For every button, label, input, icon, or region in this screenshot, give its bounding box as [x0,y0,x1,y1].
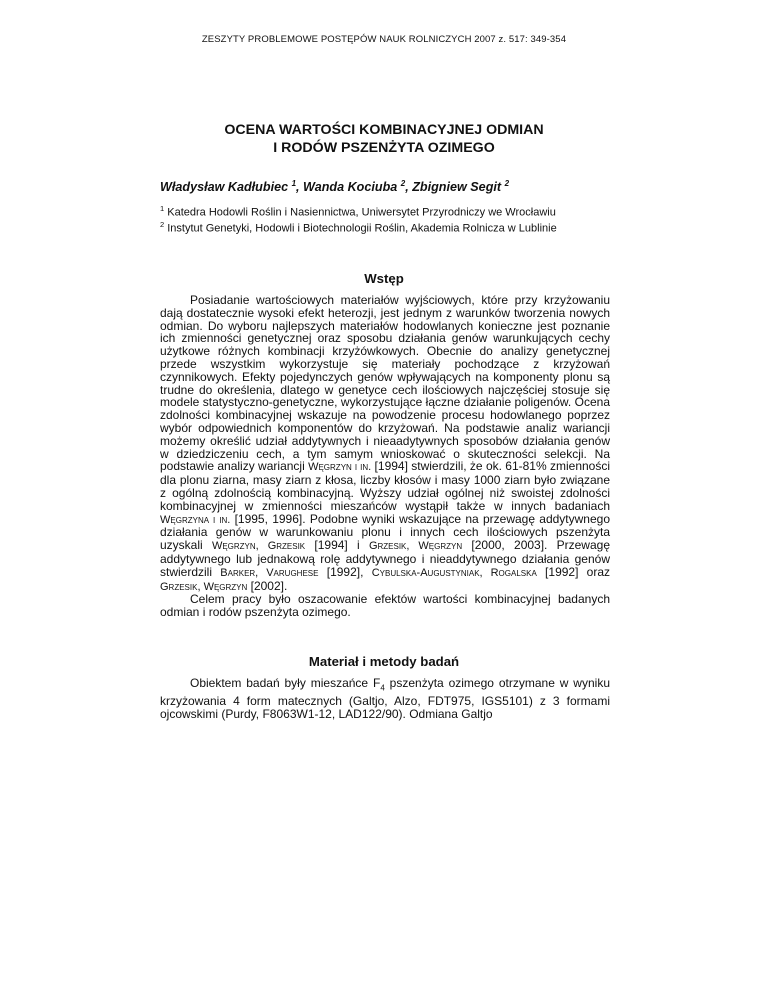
author-affiliation-mark: 1 [291,179,297,188]
citation: Węgrzyn i in. [308,461,372,474]
section-heading-intro: Wstęp [364,271,404,286]
intro-paragraph-1: Posiadanie wartościowych materiałów wyjściowych, które przy krzyżowaniu dają dostatecznie wysoki efekt heterozji, jest jednym z warunków tworzenia nowych odmian. Do wyboru najlepszych materiałów hodowlanych konieczne jest poznanie ich zmienności genetycznej oraz sposobu działania genów warunkujących cechy użytkowe różnych kombinacji krzyżówkowych. Obecnie do analizy genetycznej przede wszystkim wykorzystuje się materiały pochodzące z krzyżowań czynnikowych. Efekty pojedynczych genów wpływających na komponenty plonu są trudne do określenia, dlatego w genetyce cech ilościowych najczęściej stosuje się modele statystyczno-genetyczne, wykorzystujące łączne działanie poligenów. Ocena zdolności kombinacyjnej wskazuje na powodzenie procesu hodowlanego poprzez wybór odpowiednich komponentów do krzyżowań. Na podstawie analiz wariancji możemy określić udział addytywnych i nieaadytywnych sposobów działania genów w dziedziczeniu cech, a tym samym wnioskować o skuteczności selekcji. Na podstawie analizy wariancji Węgrzyn i in. [1994] stwierdzili, że ok. 61-81% zmienności dla plonu ziarna, masy ziarn z kłosa, liczby kłosów i masy 1000 ziarn było związane z ogólną zdolnością kombinacyjną. Wyższy udział ogólnej niż swoistej zdolności kombinacyjnej w zmienności mieszańców wystąpił także w innych badaniach Węgrzyna i in. [1995, 1996]. Podobne wyniki wskazujące na przewagę addytywnego działania genów w warunkowaniu plonu i innych cech ilościowych pszenżyta uzyskali Węgrzyn, Grzesik [1994] i Grzesik, Węgrzyn [2000, 2003]. Przewagę addytywnego lub jednakową rolę addytywnego i nieaddytywnego działania genów stwierdzili Barker, Varughese [1992], Cybulska-Augustyniak, Rogalska [1992] oraz Grzesik, Węgrzyn [2002]. [160,293,611,593]
affiliation-line [160,219,630,235]
citation: Cybulska-Augustyniak, Rogalska [371,566,537,579]
author-affiliation-mark: 2 [400,179,406,188]
author-affiliation-mark: 2 [504,179,510,188]
section-heading-methods: Materiał i metody badań [308,654,460,669]
citation: Węgrzyn, Grzesik [211,540,306,553]
methods-paragraph-1: Obiektem badań były mieszańce $F_4$ pszenżyta ozimego otrzymane w wyniku krzyżowania 4 form matecznych (Galtjo, Alzo, FDT975, IGS5101) z 3 formami ojcowskimi (Purdy, F8063W1-12, LAD122/90). Odmiana Galtjo [160,676,610,721]
citation: Grzesik, Węgrzyn [368,540,463,553]
author-list: Władysław Kadłubiec $^1$, Wanda Kociuba $^2$, Zbigniew Segit $^2$ [160,179,510,195]
author-name: Zbigniew Segit [412,180,502,195]
affiliation-mark: 1 [160,204,165,213]
author-name: Wanda Kociuba [303,180,398,195]
citation: Węgrzyna i in. [160,513,231,526]
subscript: 4 [380,683,385,693]
affiliation-text: Instytut Genetyki, Hodowli i Biotechnologii Roślin, Akademia Rolnicza w Lublinie [167,222,557,235]
citation: Barker, Varughese [220,566,319,579]
citation: Grzesik, Węgrzyn [160,580,248,593]
affiliation-line [160,203,630,219]
title-line-2: I RODÓW PSZENŻYTA OZIMEGO [273,140,495,156]
intro-paragraph-2: Celem pracy było oszacowanie efektów wartości kombinacyjnej badanych odmian i rodów pszenżyta ozimego. [160,592,610,620]
affiliations [160,203,630,235]
journal-header: ZESZYTY PROBLEMOWE POSTĘPÓW NAUK ROLNICZYCH 2007 z. 517: 349-354 [201,34,567,45]
intro-body [160,294,610,619]
paper-title [0,121,768,157]
author-name: Władysław Kadłubiec [160,180,289,195]
methods-body [160,677,610,721]
title-line-1: OCENA WARTOŚCI KOMBINACYJNEJ ODMIAN [224,122,544,138]
affiliation-text: Katedra Hodowli Roślin i Nasiennictwa, Uniwersytet Przyrodniczy we Wrocławiu [167,206,556,219]
affiliation-mark: 2 [160,220,165,230]
